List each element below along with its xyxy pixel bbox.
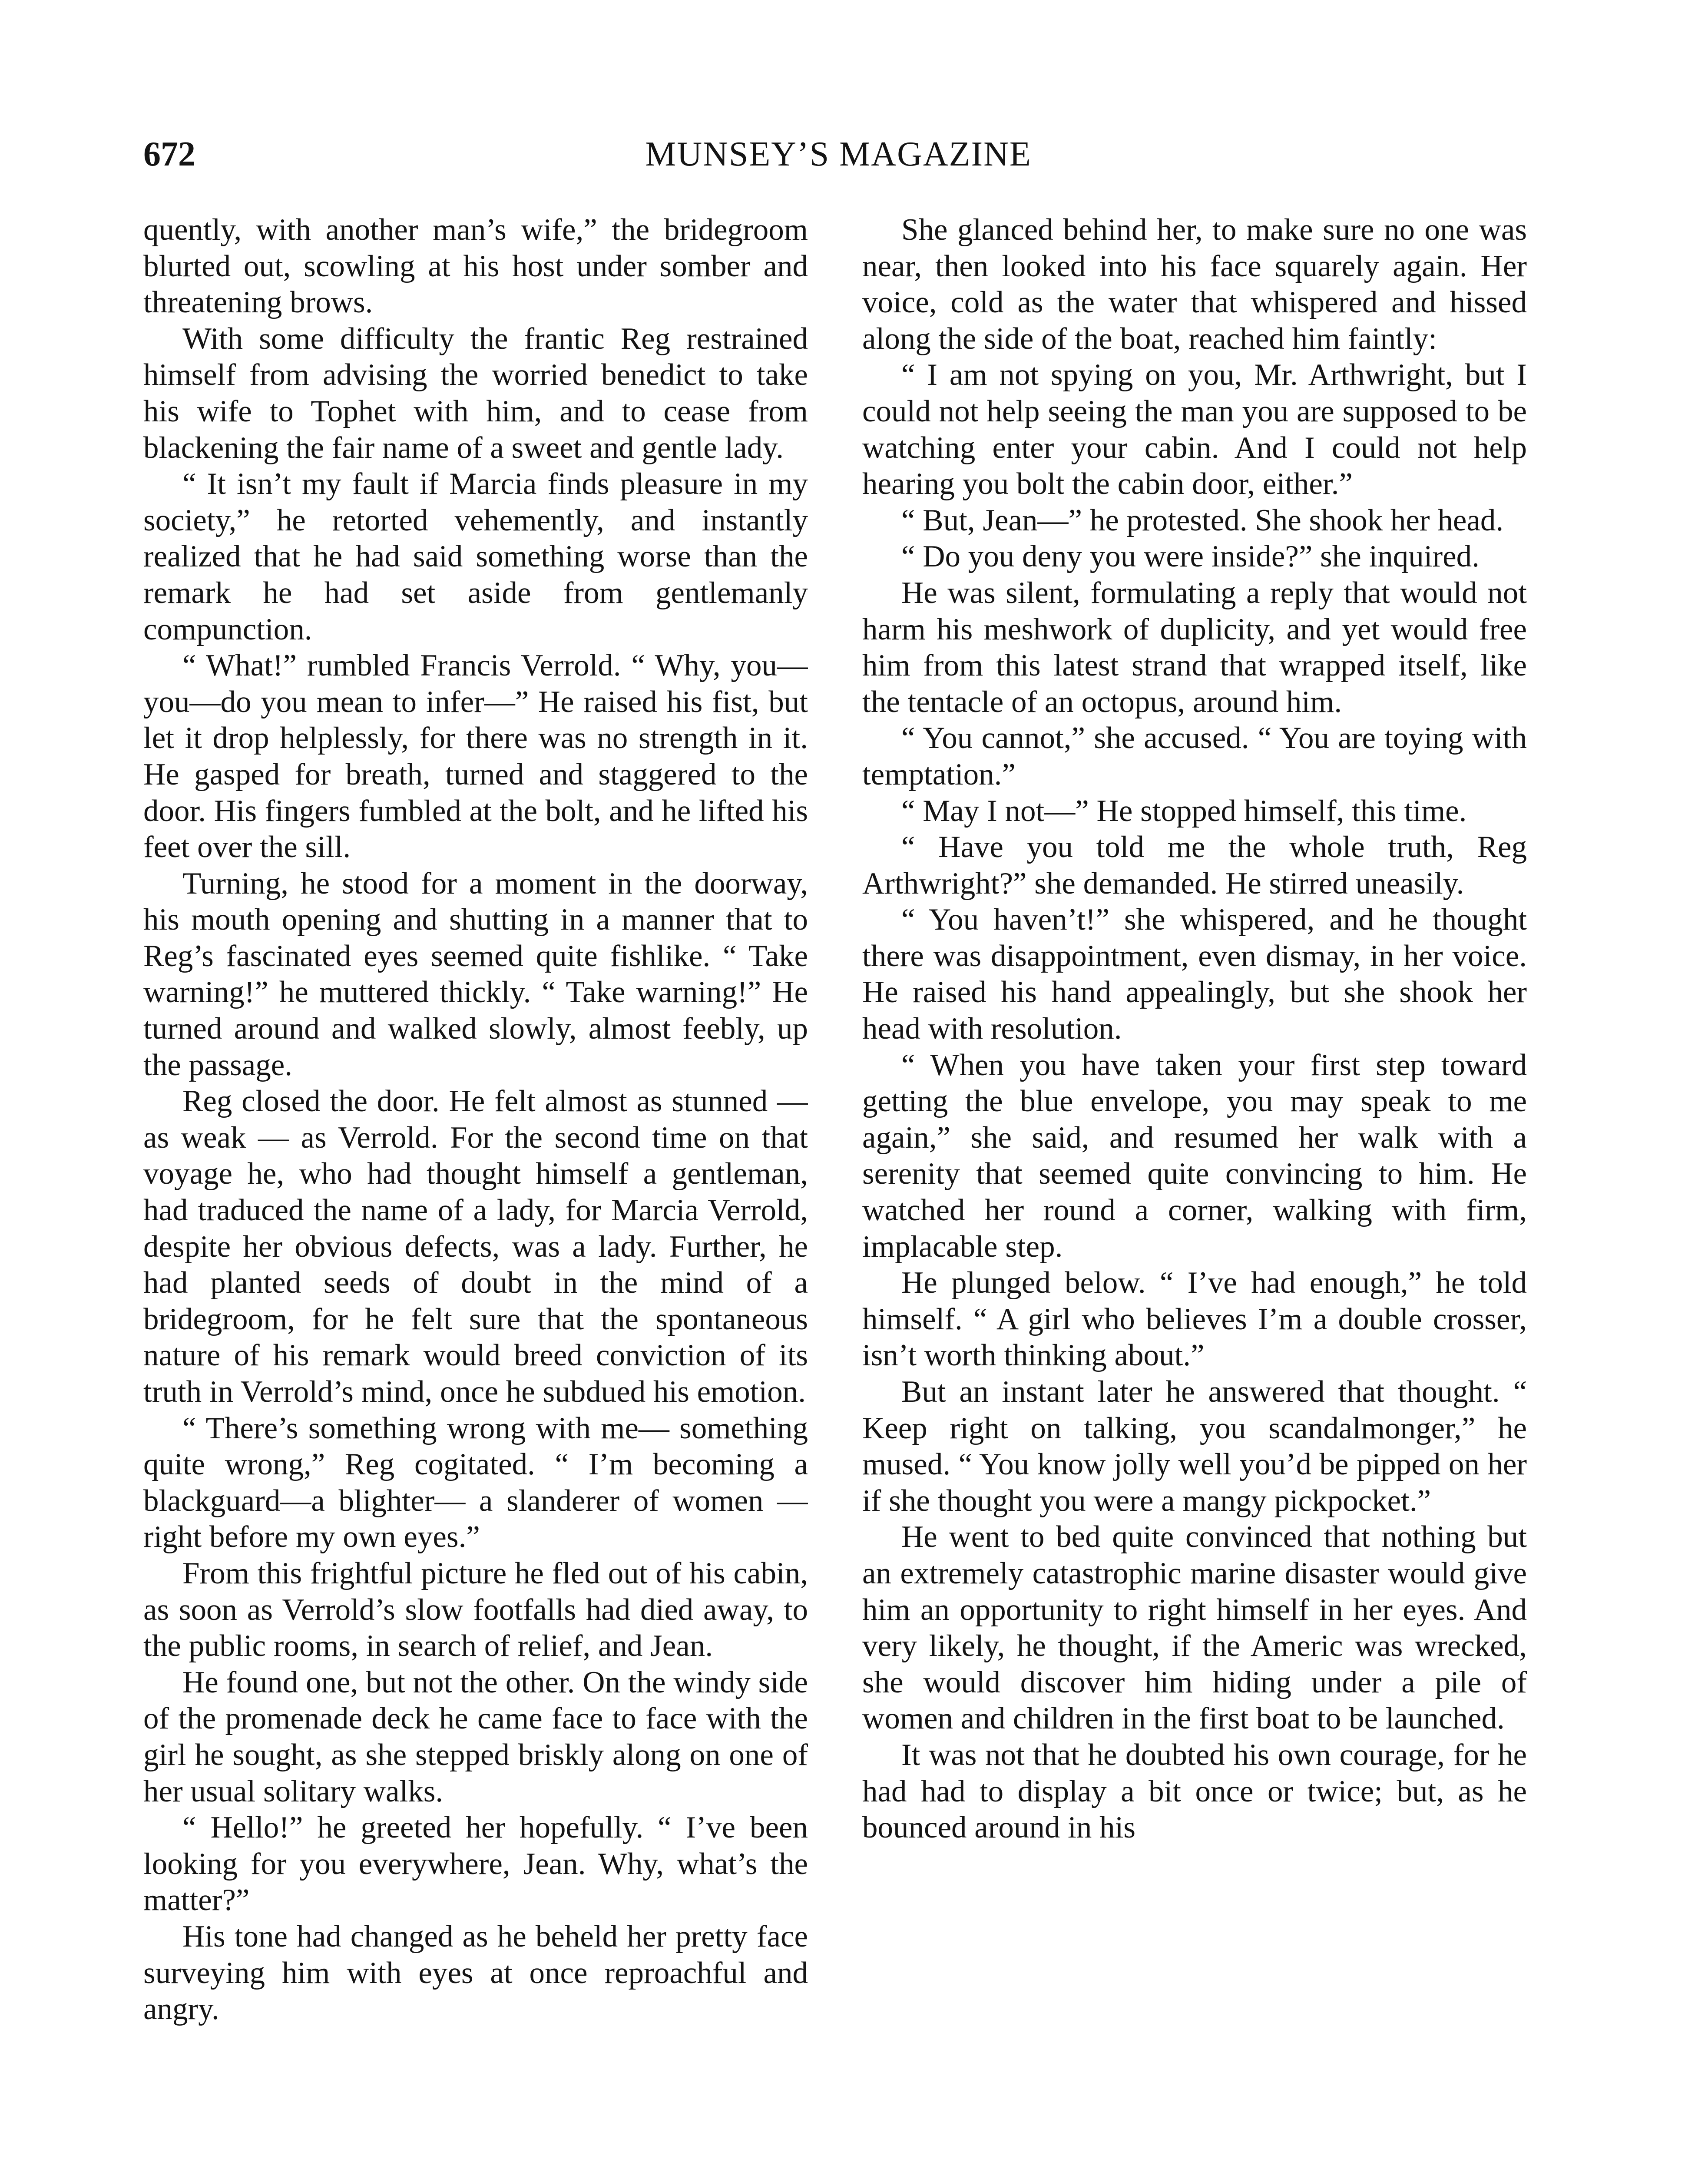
paragraph: But an instant later he answered that thought. “ Keep right on talking, you scandalmonger,” he mused. “ You know jolly well you’d be pipped on her if she thought you were a mangy pickpocket.”	[862, 1375, 1527, 1518]
paragraph: “ You haven’t!” she whispered, and he thought there was disappointment, even dismay, in her voice. He raised his hand appealingly, but she shook her head with resolution.	[862, 903, 1527, 1046]
paragraph: Turning, he stood for a moment in the doorway, his mouth opening and shutting in a manner that to Reg’s fascinated eyes seemed quite fishlike. “ Take warning!” he muttered thickly. “ Take warning!” He turned around and walked slowly, almost feebly, up the passage.	[143, 866, 808, 1082]
paragraph: From this frightful picture he fled out of his cabin, as soon as Verrold’s slow footfalls had died away, to the public rooms, in search of relief, and Jean.	[143, 1556, 808, 1663]
running-title: MUNSEY’S MAGAZINE	[645, 135, 1032, 173]
paragraph: She glanced behind her, to make sure no one was near, then looked into his face squarely again. Her voice, cold as the water that whispered and hissed along the side of the boat, reached him faintly:	[862, 213, 1527, 356]
page-header	[143, 130, 1533, 191]
paragraph: “ May I not—” He stopped himself, this time.	[901, 794, 1467, 828]
paragraph: He found one, but not the other. On the windy side of the promenade deck he came face to face with the girl he sought, as she stepped briskly along on one of her usual solitary walks.	[143, 1665, 808, 1808]
paragraph: “ Have you told me the whole truth, Reg Arthwright?” she demanded. He stirred uneasily.	[862, 830, 1527, 901]
left-column	[143, 212, 808, 2172]
paragraph: “ I am not spying on you, Mr. Arthwright, but I could not help seeing the man you are supposed to be watching enter your cabin. And I could not help hearing you bolt the cabin door, either.”	[862, 358, 1527, 501]
paragraph: “ But, Jean—” he protested. She shook her head.	[901, 503, 1504, 537]
right-column	[862, 212, 1527, 2172]
page-number: 672	[143, 135, 195, 173]
paragraph: He was silent, formulating a reply that would not harm his meshwork of duplicity, and yet would free him from this latest strand that wrapped itself, like the tentacle of an octopus, around him.	[862, 576, 1527, 719]
paragraph: “ It isn’t my fault if Marcia finds pleasure in my society,” he retorted vehemently, and instantly realized that he had said something worse than the remark he had set aside from gentlemanly compunction.	[143, 467, 808, 646]
paragraph: Reg closed the door. He felt almost as stunned — as weak — as Verrold. For the second time on that voyage he, who had thought himself a gentleman, had traduced the name of a lady, for Marcia Verrold, despite her obvious defects, was a lady. Further, he had planted seeds of doubt in the mind of a bridegroom, for he felt sure that the spontaneous nature of his remark would breed conviction of its truth in Verrold’s mind, once he subdued his emotion.	[143, 1084, 808, 1409]
paragraph: With some difficulty the frantic Reg restrained himself from advising the worried benedict to take his wife to Tophet with him, and to cease from blackening the fair name of a sweet and gentle lady.	[143, 321, 808, 465]
paragraph: “ There’s something wrong with me— something quite wrong,” Reg cogitated. “ I’m becoming a blackguard—a blighter— a slanderer of women — right before my own eyes.”	[143, 1411, 808, 1554]
paragraph: “ When you have taken your first step toward getting the blue envelope, you may speak to me again,” she said, and resumed her walk with a serenity that seemed quite convincing to him. He watched her round a corner, walking with firm, implacable step.	[862, 1048, 1527, 1264]
paragraph: “ What!” rumbled Francis Verrold. “ Why, you—you—do you mean to infer—” He raised his fist, but let it drop helplessly, for there was no strength in it. He gasped for breath, turned and staggered to the door. His fingers fumbled at the bolt, and he lifted his feet over the sill.	[143, 649, 808, 864]
paragraph: He went to bed quite convinced that nothing but an extremely catastrophic marine disaster would give him an opportunity to right himself in her eyes. And very likely, he thought, if the Americ was wrecked, she would discover him hiding under a pile of women and children in the first boat to be launched.	[862, 1520, 1527, 1736]
paragraph: His tone had changed as he beheld her pretty face surveying him with eyes at once reproachful and angry.	[143, 1919, 808, 2026]
paragraph: “ You cannot,” she accused. “ You are toying with temptation.”	[862, 721, 1527, 791]
paragraph: quently, with another man’s wife,” the bridegroom blurted out, scowling at his host under somber and threatening brows.	[143, 213, 808, 320]
paragraph: It was not that he doubted his own courage, for he had had to display a bit once or twice; but, as he bounced around in his	[862, 1738, 1527, 1845]
paragraph: “ Hello!” he greeted her hopefully. “ I’ve been looking for you everywhere, Jean. Why, what’s the matter?”	[143, 1811, 808, 1917]
paragraph: “ Do you deny you were inside?” she inquired.	[901, 540, 1480, 574]
paragraph: He plunged below. “ I’ve had enough,” he told himself. “ A girl who believes I’m a double crosser, isn’t worth thinking about.”	[862, 1266, 1527, 1373]
